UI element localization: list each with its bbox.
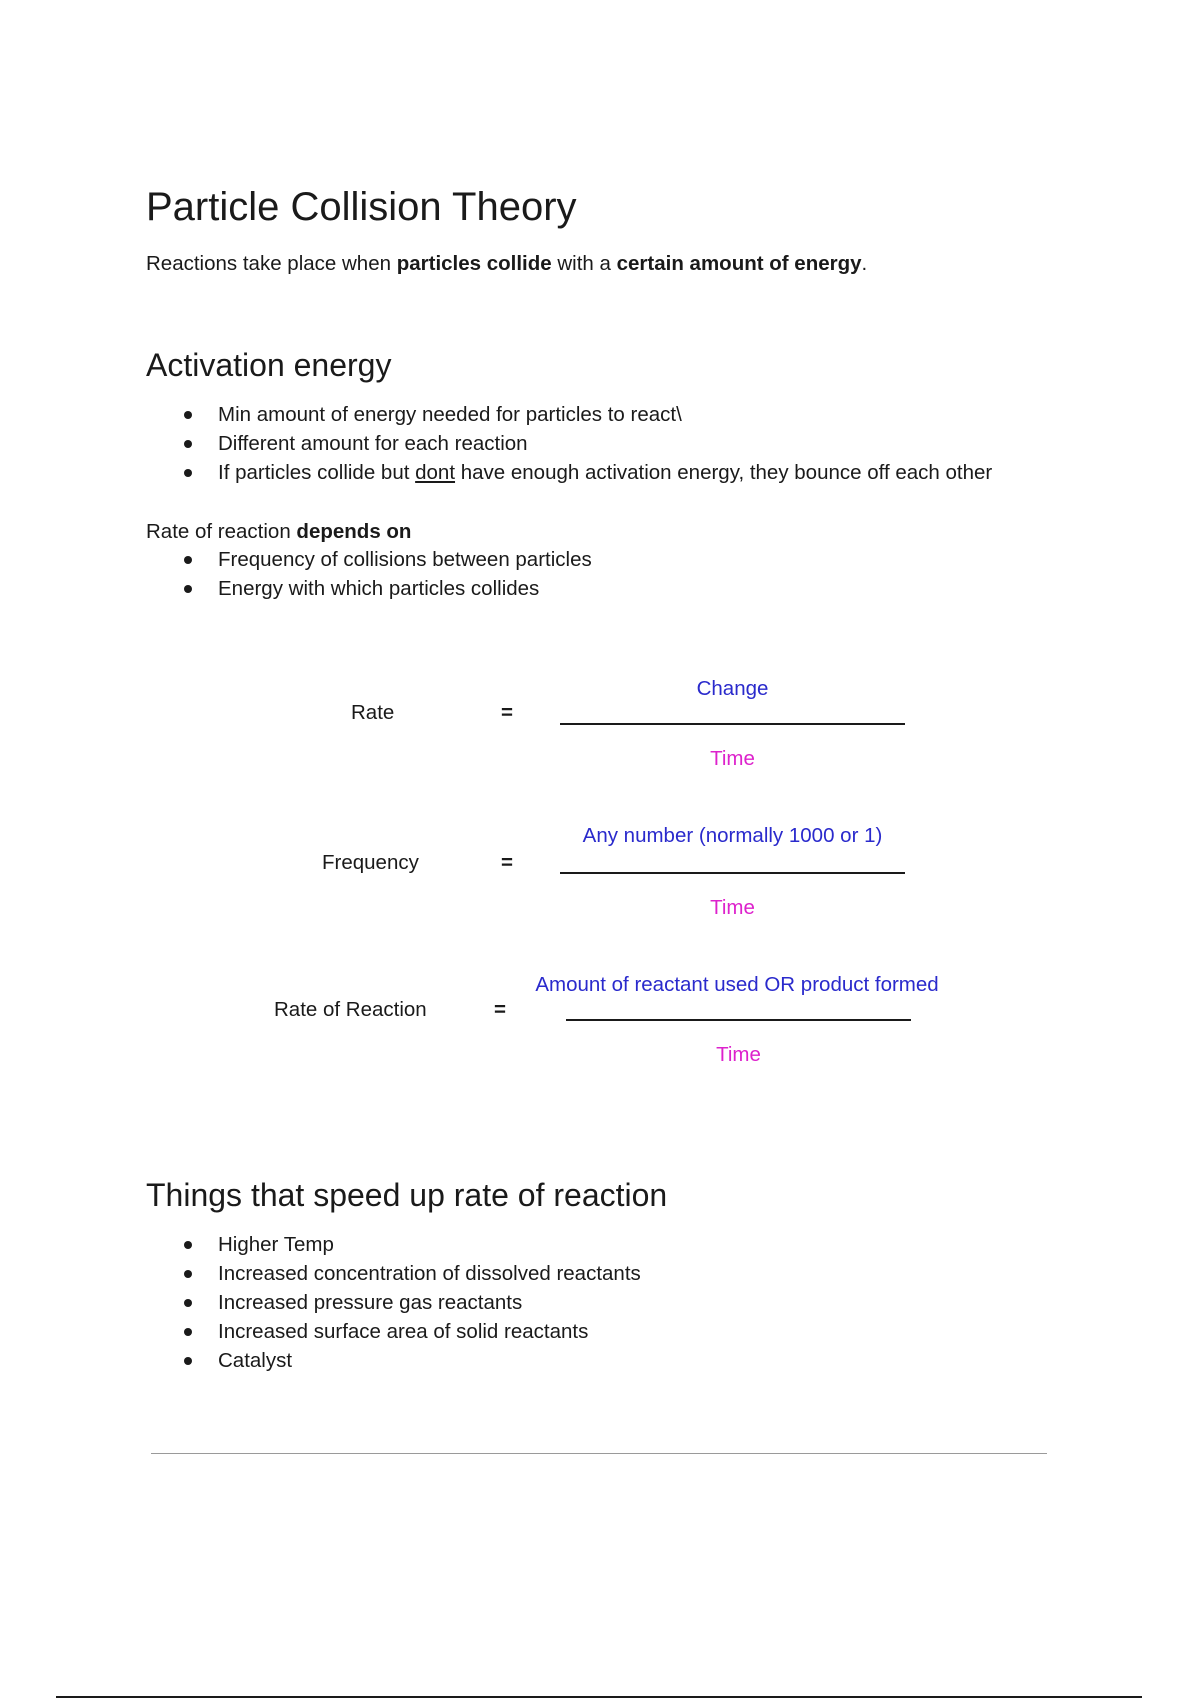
speed-up-list: [146, 1230, 641, 1375]
denominator: Time: [710, 896, 755, 919]
equals-sign: =: [501, 851, 513, 874]
intro-bold-1: particles collide: [396, 252, 552, 275]
bullet-icon: [184, 1270, 192, 1278]
list-item-text: Energy with which particles collides: [218, 577, 540, 600]
list-item: [146, 458, 992, 487]
numerator: Any number (normally 1000 or 1): [582, 824, 883, 847]
underlined-word: dont: [415, 461, 456, 484]
list-item: [146, 1346, 641, 1375]
fraction-line: [566, 1019, 911, 1021]
intro-bold-2: certain amount of energy: [616, 252, 862, 275]
bullet-icon: [184, 1241, 192, 1249]
activation-list: [146, 400, 992, 487]
list-item-text: Min amount of energy needed for particles to react\: [218, 403, 682, 426]
list-item-text: Increased pressure gas reactants: [218, 1291, 523, 1314]
list-item-text: If particles collide but: [218, 461, 416, 484]
denominator: Time: [716, 1043, 761, 1066]
bullet-icon: [184, 1299, 192, 1307]
list-item-text: Higher Temp: [218, 1233, 334, 1256]
activation-heading: Activation energy: [146, 347, 392, 383]
intro-paragraph: [146, 252, 867, 276]
numerator: Change: [696, 677, 769, 700]
page-title: Particle Collision Theory: [146, 185, 577, 229]
list-item-text: Different amount for each reaction: [218, 432, 528, 455]
horizontal-divider: [151, 1453, 1047, 1454]
equals-sign: =: [501, 701, 513, 724]
speed-up-heading: Things that speed up rate of reaction: [146, 1177, 668, 1213]
list-item-text: Increased surface area of solid reactants: [218, 1320, 589, 1343]
list-item-text: Catalyst: [218, 1349, 293, 1372]
rate-depends-list: [146, 545, 592, 603]
list-item: [146, 1230, 641, 1259]
bullet-icon: [184, 440, 192, 448]
list-item: [146, 429, 992, 458]
numerator: Amount of reactant used OR product formed: [535, 973, 939, 996]
fraction-line: [560, 872, 905, 874]
denominator: Time: [710, 747, 755, 770]
equals-sign: =: [494, 998, 506, 1021]
list-item: [146, 574, 592, 603]
bullet-icon: [184, 556, 192, 564]
formula-label: Rate of Reaction: [274, 998, 427, 1021]
bullet-icon: [184, 1328, 192, 1336]
bullet-icon: [184, 469, 192, 477]
bullet-icon: [184, 585, 192, 593]
bullet-icon: [184, 1357, 192, 1365]
intro-text-1: Reactions take place when: [146, 252, 397, 275]
bullet-icon: [184, 411, 192, 419]
fraction-line: [560, 723, 905, 725]
rate-depends-text: Rate of reaction: [146, 520, 297, 543]
list-item-text: Increased concentration of dissolved reactants: [218, 1262, 641, 1285]
list-item-text: have enough activation energy, they bounce off each other: [455, 461, 993, 484]
list-item: [146, 1259, 641, 1288]
list-item: [146, 1317, 641, 1346]
list-item: [146, 400, 992, 429]
rate-depends-bold: depends on: [296, 520, 412, 543]
intro-text-2: with a: [551, 252, 617, 275]
rate-depends-lead: [146, 520, 411, 544]
intro-text-3: .: [861, 252, 868, 275]
list-item: [146, 1288, 641, 1317]
list-item: [146, 545, 592, 574]
formula-label: Rate: [351, 701, 395, 724]
formula-label: Frequency: [322, 851, 419, 874]
page-bottom-border: [56, 1696, 1142, 1698]
list-item-text: Frequency of collisions between particles: [218, 548, 592, 571]
